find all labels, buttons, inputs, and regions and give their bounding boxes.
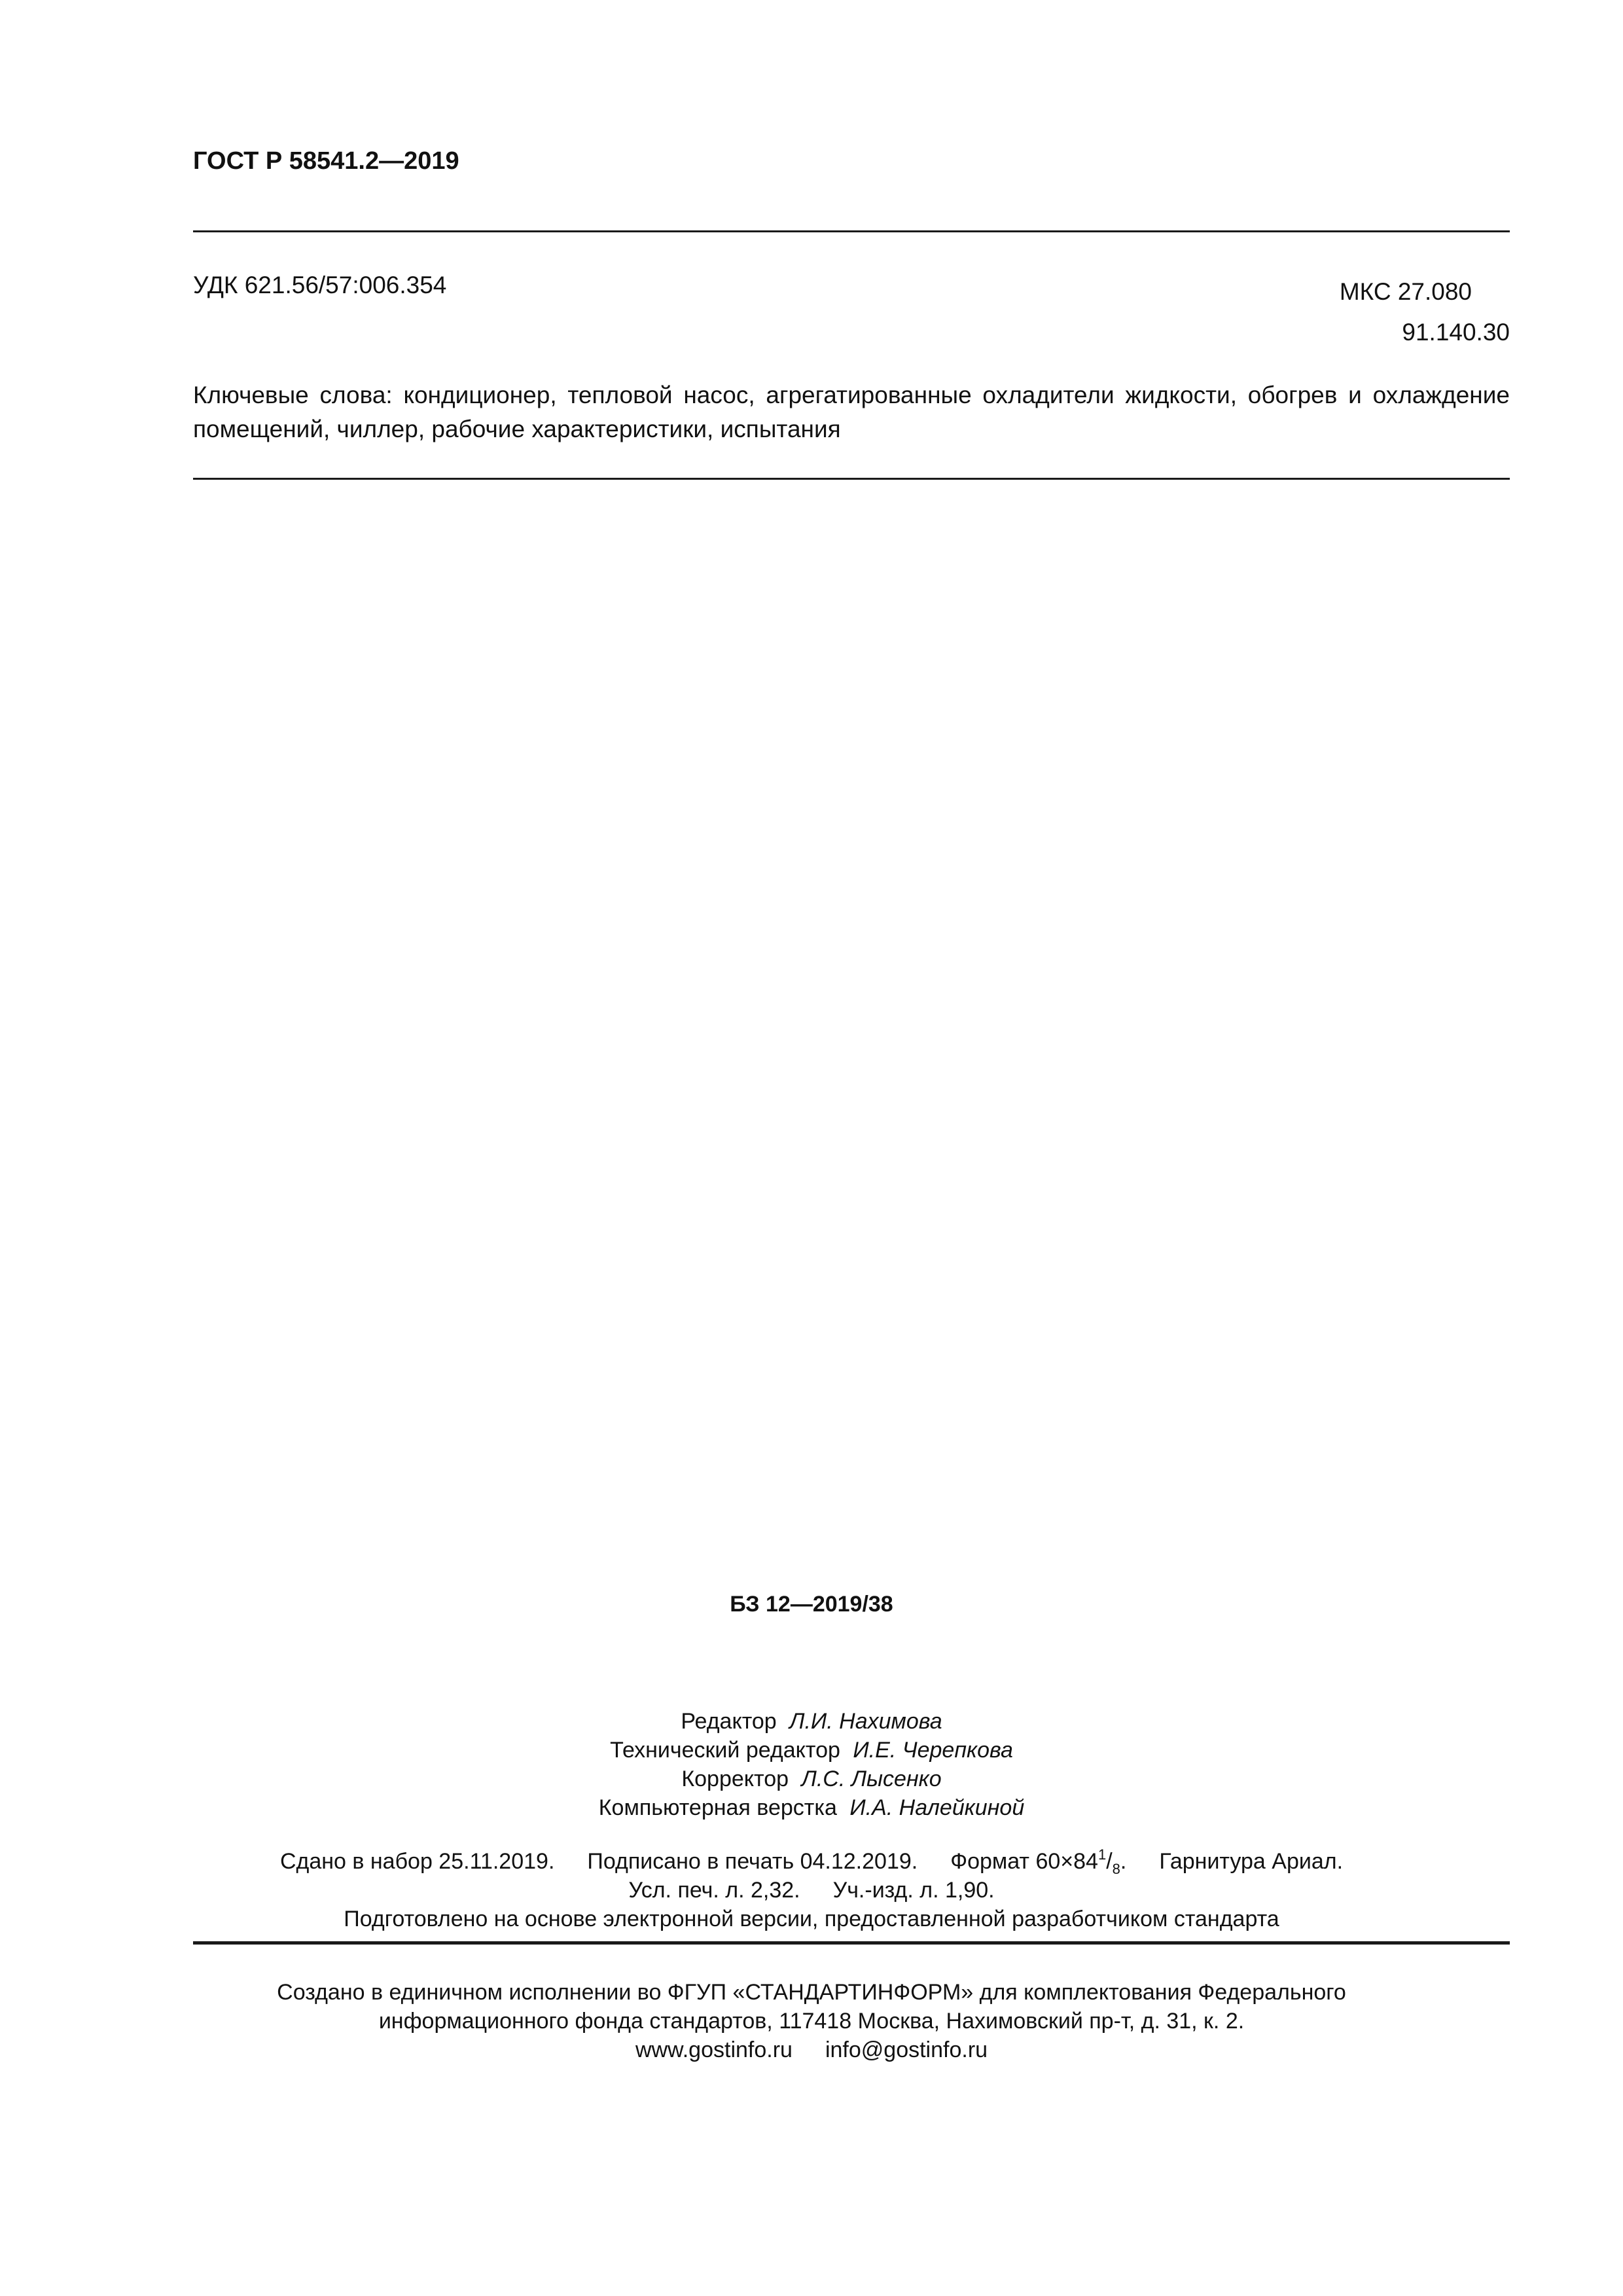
print-sheets: Усл. печ. л. 2,32. bbox=[628, 1878, 800, 1903]
credit-row bbox=[0, 1736, 1623, 1765]
signed-date: Подписано в печать 04.12.2019. bbox=[587, 1849, 918, 1874]
keywords-divider bbox=[193, 478, 1510, 480]
prepared-note: Подготовлено на основе электронной версии, предоставленной разработчиком стандарта bbox=[344, 1907, 1279, 1931]
typeface: Гарнитура Ариал. bbox=[1159, 1849, 1344, 1874]
credit-row bbox=[0, 1707, 1623, 1736]
publisher-line-2: информационного фонда стандартов, 117418 Москва, Нахимовский пр-т, д. 31, к. 2. bbox=[378, 2009, 1245, 2034]
imprint-line-1 bbox=[0, 1847, 1623, 1876]
mks-code-primary: МКС 27.080 bbox=[1339, 278, 1472, 305]
credit-role: Технический редактор bbox=[610, 1738, 840, 1763]
credit-name: И.А. Налейкиной bbox=[849, 1795, 1025, 1820]
mks-codes bbox=[1340, 272, 1510, 353]
publisher-block bbox=[0, 1978, 1623, 2064]
credit-name: Л.С. Лысенко bbox=[801, 1767, 942, 1791]
credit-role: Корректор bbox=[681, 1767, 789, 1791]
publisher-sheets: Уч.-изд. л. 1,90. bbox=[832, 1878, 995, 1903]
document-code: ГОСТ Р 58541.2—2019 bbox=[193, 147, 459, 175]
credit-name: Л.И. Нахимова bbox=[789, 1709, 942, 1734]
credit-name: И.Е. Черепкова bbox=[853, 1738, 1013, 1763]
keywords-paragraph: Ключевые слова: кондиционер, тепловой насос, агрегатированные охладители жидкости, обогрев и охлаждение помещений, чиллер, рабочие характеристики, испытания bbox=[193, 382, 1510, 442]
credit-row bbox=[0, 1793, 1623, 1822]
submitted-date: Сдано в набор 25.11.2019. bbox=[279, 1849, 555, 1874]
mks-code-secondary: 91.140.30 bbox=[1402, 319, 1510, 346]
email-link[interactable]: info@gostinfo.ru bbox=[825, 2037, 988, 2062]
publisher-contacts bbox=[0, 2036, 1623, 2064]
credit-role: Редактор bbox=[681, 1709, 777, 1734]
paper-format: Формат $60\times 84^1/_8$. bbox=[950, 1846, 1127, 1877]
imprint-block bbox=[0, 1847, 1623, 1933]
credit-row bbox=[0, 1765, 1623, 1793]
footer-divider bbox=[193, 1941, 1510, 1945]
website-link[interactable]: www.gostinfo.ru bbox=[635, 2037, 793, 2062]
publisher-line-1: Создано в единичном исполнении во ФГУП «СТАНДАРТИНФОРМ» для комплектования Федерального bbox=[277, 1980, 1346, 2005]
header-divider bbox=[193, 230, 1510, 232]
imprint-line-2 bbox=[0, 1876, 1623, 1905]
bz-number: БЗ 12—2019/38 bbox=[730, 1592, 893, 1617]
credit-role: Компьютерная верстка bbox=[598, 1795, 837, 1820]
credits-block bbox=[0, 1707, 1623, 1822]
udk-code: УДК 621.56/57:006.354 bbox=[193, 272, 447, 298]
